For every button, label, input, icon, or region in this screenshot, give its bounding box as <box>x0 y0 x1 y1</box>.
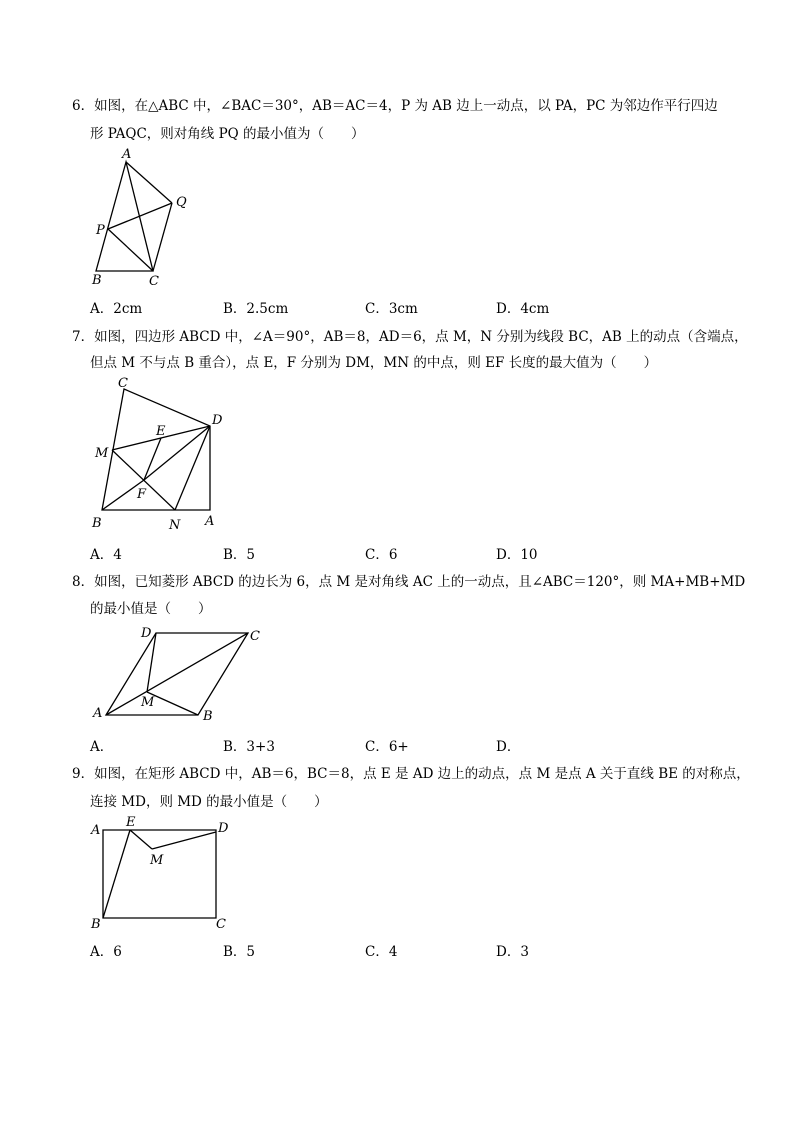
q8-figure <box>90 618 270 728</box>
q7-option-b: B．5 <box>223 547 256 563</box>
q9-label-c: C <box>216 917 226 932</box>
q6-option-d: D．4cm <box>496 301 550 317</box>
q7-label-n: N <box>169 518 181 533</box>
q6-option-c: C．3cm <box>365 301 418 317</box>
q9-segment-em <box>130 830 152 849</box>
q8-segment-md <box>147 633 156 692</box>
q6-stem-line1: 6．如图，在△ABC 中，∠BAC＝30°，AB＝AC＝4，P 为 AB 边上一动点，以 PA，PC 为邻边作平行四边 <box>72 98 718 114</box>
q7-label-c: C <box>118 376 128 391</box>
q9-label-d: D <box>218 821 229 836</box>
q6-segment-pc <box>108 229 153 271</box>
q7-stem-line2: 但点 M 不与点 B 重合），点 E，F 分别为 DM，MN 的中点，则 EF 长度的最大值为（ ） <box>90 355 658 371</box>
q6-segment-qc <box>153 203 172 271</box>
q8-label-b: B <box>203 709 213 724</box>
q8-option-a: A． <box>90 739 114 755</box>
q8-option-d: D． <box>496 739 521 755</box>
q6-option-a: A．2cm <box>90 301 143 317</box>
q9-stem-line1: 9．如图，在矩形 ABCD 中，AB＝6，BC＝8，点 E 是 AD 边上的动点，点 M 是点 A 关于直线 BE 的对称点， <box>72 766 750 782</box>
q9-label-a: A <box>91 823 101 838</box>
q7-stem-line1: 7．如图，四边形 ABCD 中，∠A＝90°，AB＝8，AD＝6，点 M，N 分别为线段 BC，AB 上的动点（含端点， <box>72 329 748 345</box>
q7-option-d: D．10 <box>496 547 538 563</box>
q9-segment-be <box>103 830 130 918</box>
q6-label-b: B <box>92 273 102 288</box>
q6-segment-aq <box>126 162 172 203</box>
q8-segment-mb <box>147 692 198 715</box>
q7-figure <box>90 372 230 537</box>
q8-option-b: B．3+3 <box>223 739 275 755</box>
q9-label-b: B <box>91 917 101 932</box>
q7-option-c: C．6 <box>365 547 398 563</box>
q7-label-b: B <box>92 516 102 531</box>
q6-stem-line2: 形 PAQC，则对角线 PQ 的最小值为（ ） <box>90 126 365 142</box>
q7-segment-nd <box>175 426 210 510</box>
q8-option-c: C．6+ <box>365 739 409 755</box>
q7-label-f: F <box>137 487 147 502</box>
q6-label-a: A <box>122 147 132 162</box>
q8-diagonal-ac <box>106 633 248 715</box>
q9-figure <box>90 812 240 937</box>
q7-label-m: M <box>95 446 109 461</box>
q7-label-d: D <box>212 413 223 428</box>
q6-segment-pq <box>108 203 172 229</box>
q8-label-m: M <box>141 695 155 710</box>
q6-figure <box>90 145 200 290</box>
q9-option-a: A．6 <box>90 944 122 960</box>
q9-stem-line2: 连接 MD，则 MD 的最小值是（ ） <box>90 794 328 810</box>
q9-segment-md <box>152 832 216 849</box>
q9-option-d: D．3 <box>496 944 529 960</box>
q9-rectangle-abcd <box>103 830 216 918</box>
q9-option-c: C．4 <box>365 944 398 960</box>
q8-stem-line2: 的最小值是（ ） <box>90 601 212 617</box>
q9-option-b: B．5 <box>223 944 256 960</box>
q7-option-a: A．4 <box>90 547 122 563</box>
q6-label-c: C <box>149 274 159 289</box>
q6-label-p: P <box>96 223 105 238</box>
q8-label-a: A <box>93 706 103 721</box>
q9-label-m: M <box>150 853 164 868</box>
q7-label-a: A <box>205 514 215 529</box>
q6-option-b: B．2.5cm <box>223 301 289 317</box>
q7-label-e: E <box>156 424 166 439</box>
q9-label-e: E <box>126 815 136 830</box>
q6-label-q: Q <box>176 195 187 210</box>
q8-stem-line1: 8．如图，已知菱形 ABCD 的边长为 6，点 M 是对角线 AC 上的一动点，且∠ABC＝120°，则 MA+MB+MD <box>72 574 746 590</box>
q8-label-c: C <box>250 629 260 644</box>
q8-label-d: D <box>141 626 152 641</box>
